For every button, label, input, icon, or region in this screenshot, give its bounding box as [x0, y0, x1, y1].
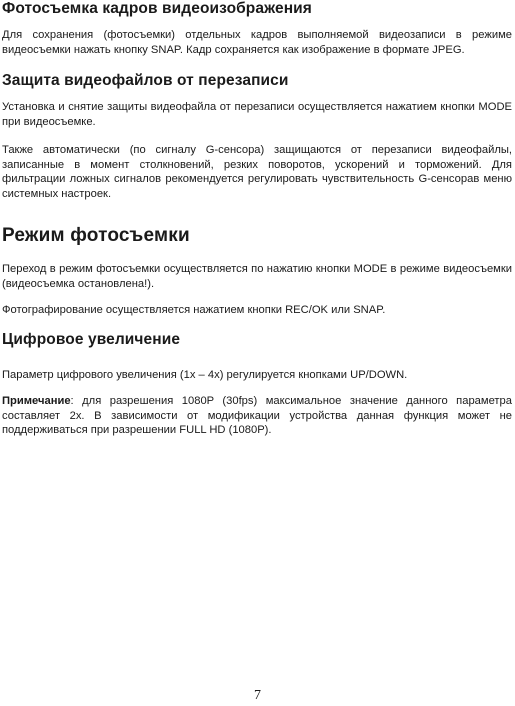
note-text: : для разрешения 1080P (30fps) максимальное значение данного параметра составляет 2х. В зависимости от модификации устройства данная функция может не поддерживаться при разрешении FULL HD (1080P). — [2, 395, 512, 436]
note-label: Примечание — [2, 395, 71, 407]
section-title-photo-mode: Режим фотосъемки — [2, 225, 190, 246]
paragraph-overwrite-protect-2: Также автоматически (по сигналу G-сенсора) защищаются от перезаписи видеофайлы, записанные в момент столкновений, резких поворотов, ускорений и торможений. Для фильтрации ложных сигналов рекомендуется регулировать чувствительность G-сенсорав меню системных настроек. — [2, 144, 512, 200]
section-title-photo-frames: Фотосъемка кадров видеоизображения — [2, 0, 312, 17]
paragraph-photo-frames: Для сохранения (фотосъемки) отдельных кадров выполняемой видеозаписи в режиме видеосъемки нажать кнопку SNAP. Кадр сохраняется как изображение в формате JPEG. — [2, 29, 512, 56]
page-number: 7 — [254, 688, 261, 703]
section-title-digital-zoom: Цифровое увеличение — [2, 331, 181, 348]
paragraph-photo-mode-2: Фотографирование осуществляется нажатием кнопки REC/OK или SNAP. — [2, 304, 386, 316]
paragraph-digital-zoom-note — [2, 394, 512, 438]
paragraph-digital-zoom: Параметр цифрового увеличения (1х – 4х) регулируется кнопками UP/DOWN. — [2, 369, 408, 381]
section-title-overwrite-protect: Защита видеофайлов от перезаписи — [2, 72, 289, 89]
paragraph-overwrite-protect-1: Установка и снятие защиты видеофайла от перезаписи осуществляется нажатием кнопки MODE при видеосъемке. — [2, 101, 512, 128]
paragraph-photo-mode-1: Переход в режим фотосъемки осуществляется по нажатию кнопки MODE в режиме видеосъемки (видеосъемка остановлена!). — [2, 263, 512, 290]
